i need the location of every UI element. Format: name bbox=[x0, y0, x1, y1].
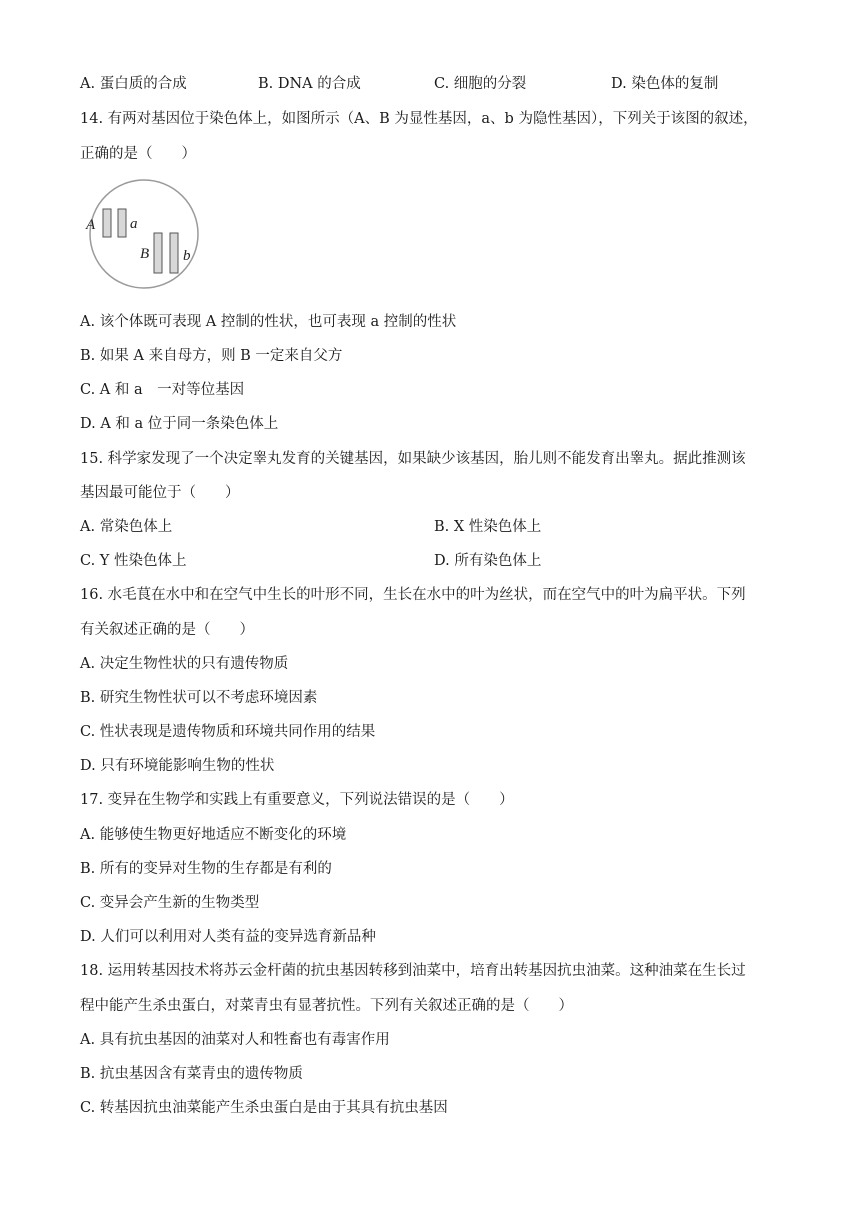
label-b: b bbox=[183, 248, 191, 264]
q17-option-d: D. 人们可以利用对人类有益的变异选育新品种 bbox=[80, 929, 376, 945]
q18-option-c: C. 转基因抗虫油菜能产生杀虫蛋白是由于其具有抗虫基因 bbox=[80, 1100, 448, 1116]
q14-option-d: D. A 和 a 位于同一条染色体上 bbox=[80, 416, 279, 432]
chromosome-a bbox=[118, 209, 126, 237]
q15-option-d: D. 所有染色体上 bbox=[434, 553, 542, 569]
q15-stem-line1: 15. 科学家发现了一个决定睾丸发育的关键基因，如果缺少该基因，胎儿则不能发育出睾丸。据此推测该 bbox=[80, 451, 746, 467]
q18-stem-line1: 18. 运用转基因技术将苏云金杆菌的抗虫基因转移到油菜中，培育出转基因抗虫油菜。这种油菜在生长过 bbox=[80, 963, 746, 979]
q14-option-a: A. 该个体既可表现 A 控制的性状，也可表现 a 控制的性状 bbox=[80, 314, 457, 330]
chromosome-A bbox=[103, 209, 111, 237]
q15-options-row2 bbox=[80, 551, 790, 571]
q16-option-b: B. 研究生物性状可以不考虑环境因素 bbox=[80, 690, 318, 706]
q18-option-b: B. 抗虫基因含有菜青虫的遗传物质 bbox=[80, 1066, 303, 1082]
q17-stem-line1: 17. 变异在生物学和实践上有重要意义，下列说法错误的是（ ） bbox=[80, 792, 514, 808]
q15-option-a: A. 常染色体上 bbox=[80, 519, 173, 535]
q18-stem-line2: 程中能产生杀虫蛋白，对菜青虫有显著抗性。下列有关叙述正确的是（ ） bbox=[80, 998, 573, 1014]
q14-stem-line2: 正确的是（ ） bbox=[80, 146, 196, 162]
label-a: a bbox=[130, 216, 138, 232]
q17-option-a: A. 能够使生物更好地适应不断变化的环境 bbox=[80, 827, 347, 843]
q15-stem-line2: 基因最可能位于（ ） bbox=[80, 485, 240, 501]
q13-option-a: A. 蛋白质的合成 bbox=[80, 76, 187, 92]
chromosome-b bbox=[170, 233, 178, 273]
q16-option-a: A. 决定生物性状的只有遗传物质 bbox=[80, 656, 289, 672]
q16-stem-line2: 有关叙述正确的是（ ） bbox=[80, 622, 254, 638]
q13-options bbox=[80, 74, 790, 94]
q15-options-row1 bbox=[80, 517, 790, 537]
q14-option-c: C. A 和 a 一对等位基因 bbox=[80, 382, 245, 398]
label-A: A bbox=[86, 217, 96, 233]
q13-option-b: B. DNA 的合成 bbox=[258, 76, 361, 92]
label-B: B bbox=[140, 246, 150, 262]
q15-option-c: C. Y 性染色体上 bbox=[80, 553, 187, 569]
q13-option-c: C. 细胞的分裂 bbox=[434, 76, 527, 92]
q14-stem-line1: 14. 有两对基因位于染色体上，如图所示（A、B 为显性基因，a、b 为隐性基因），下列关于该图的叙述， bbox=[80, 111, 758, 127]
q17-option-c: C. 变异会产生新的生物类型 bbox=[80, 895, 260, 911]
q16-option-c: C. 性状表现是遗传物质和环境共同作用的结果 bbox=[80, 724, 376, 740]
q15-option-b: B. X 性染色体上 bbox=[434, 519, 542, 535]
chromosome-figure bbox=[80, 178, 210, 290]
q16-option-d: D. 只有环境能影响生物的性状 bbox=[80, 758, 275, 774]
chromosome-B bbox=[154, 233, 162, 273]
q18-option-a: A. 具有抗虫基因的油菜对人和牲畜也有毒害作用 bbox=[80, 1032, 390, 1048]
q17-option-b: B. 所有的变异对生物的生存都是有利的 bbox=[80, 861, 332, 877]
q13-option-d: D. 染色体的复制 bbox=[611, 76, 719, 92]
cell-diagram bbox=[80, 178, 210, 290]
q16-stem-line1: 16. 水毛茛在水中和在空气中生长的叶形不同，生长在水中的叶为丝状，而在空气中的叶为扁平状。下列 bbox=[80, 587, 746, 603]
q14-option-b: B. 如果 A 来自母方，则 B 一定来自父方 bbox=[80, 348, 343, 364]
